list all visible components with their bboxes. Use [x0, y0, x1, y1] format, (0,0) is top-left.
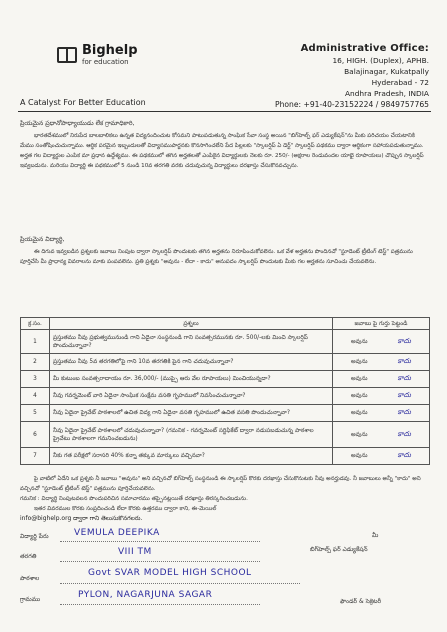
answer-yes[interactable]: అవును [351, 453, 368, 459]
email-line: info@bighelp.org ద్వారా గాని తెలుసుకొనగలరు. [20, 515, 143, 522]
row-number: 7 [21, 448, 50, 465]
table-row [21, 371, 430, 388]
book-logo-icon [56, 44, 78, 66]
table-row [21, 330, 430, 354]
row-question: నీవు ఏదైనా ప్రైవేట్ పాఠశాలలో చదువుచున్నావా? (గమనిక - గవర్నమెంట్ సర్టిఫికేట్ ద్వారా నడుపబడుచున్న పాఠశాల ప్రైవేటు పాఠశాలగా గమనించబడును) [50, 422, 333, 448]
row-question: నీవు ఏదైనా ప్రైవేట్ పాఠశాలలో ఉచిత విద్య గాని ఏదైనా వసతి గృహములో ఉచిత వసతి పొందుచున్నావా? [50, 405, 333, 422]
note-paragraph: గమనిక : విద్యార్థి నింపుటవలన పొందుపరిచిన సమాచారము తప్పైనట్లయితే దరఖాస్తు తిరస్కరించబడును. [20, 496, 248, 502]
table-row [21, 405, 430, 422]
row-question: మీ కుటుంబ సంవత్సరాదాయం రూ. 36,000/- (ముప్పై ఆరు వేల రూపాయలు) మించియున్నదా? [50, 371, 333, 388]
answer-no-marked[interactable]: కాదు [397, 429, 411, 438]
row-question: నీకు గత పరీక్షలో సరాసరి 40% కన్నా తక్కువ మార్కులు వచ్చినవా? [50, 448, 333, 465]
table-header [21, 318, 430, 330]
tagline: A Catalyst For Better Education [20, 98, 146, 107]
table-row [21, 448, 430, 465]
salutation-student: ప్రియమైన విద్యార్థి, [20, 236, 65, 243]
answer-no-marked[interactable]: కాదు [397, 408, 411, 416]
col-header-answer: జవాబు పై గుర్తు పెట్టండి [333, 318, 430, 330]
signoff-yours: మీ [372, 532, 379, 539]
row-question: నీవు గవర్నమెంట్ వారి ఏదైనా సాంఘిక సంక్షేమ వసతి గృహములో నివసించుచున్నావా? [50, 388, 333, 405]
answer-no-marked[interactable]: కాదు [397, 357, 411, 365]
header-divider [18, 111, 431, 112]
phone-number: Phone: +91-40-23152224 / 9849757765 [274, 100, 429, 109]
school-name[interactable]: Govt SVAR MODEL HIGH SCHOOL [88, 568, 252, 578]
answer-no-marked[interactable]: కాదు [397, 374, 411, 382]
logo [56, 44, 138, 66]
school-underline [60, 583, 300, 584]
answer-yes[interactable]: అవును [351, 376, 368, 382]
answer-yes[interactable]: అవును [351, 431, 368, 438]
row-question: ప్రస్తుతము నీవు ప్రభుత్వమునుండి గాని ఏదైనా సంస్థనుండి గాని సంవత్సరమునకు రూ. 500/-లకు మించి స్కాలర్షిప్ పొందుచున్నావా? [50, 330, 333, 354]
address-line: 16, HIGH. (Duplex), APHB. [332, 56, 429, 65]
row-number: 2 [21, 354, 50, 371]
col-header-question: ప్రశ్నలు [50, 318, 333, 330]
address-line: Andhra Pradesh, INDIA [344, 89, 429, 98]
signoff-founder: ఫౌండర్ & సెక్రెటరీ [340, 598, 382, 605]
row-number: 1 [21, 330, 50, 354]
brand-subtitle: for education [82, 58, 129, 66]
row-number: 3 [21, 371, 50, 388]
row-number: 6 [21, 422, 50, 448]
salutation-headmaster: ప్రియమైన ప్రధానోపాధ్యాయుడు లేక గ్రామాధికారి, [20, 120, 135, 127]
office-address [275, 42, 429, 110]
signoff-org: బిగ్‌హెల్ప్ ఫర్ ఎడ్యుకేషన్ [310, 546, 368, 553]
answer-no-marked[interactable]: కాదు [397, 391, 411, 399]
brand-name: Bighelp [82, 43, 138, 58]
address-line: Hyderabad - 72 [371, 78, 429, 87]
class-label: తరగతి [20, 553, 37, 560]
student-name[interactable]: VEMULA DEEPIKA [74, 528, 160, 538]
answer-no-marked[interactable]: కాదు [397, 451, 411, 459]
row-question: ప్రస్తుతము నీవు 5వ తరగతిలోపై గాని 10వ తరగతికి పైన గాని చదువుచున్నావా? [50, 354, 333, 371]
school-label: పాఠశాల [20, 575, 40, 582]
intro-paragraph: భారతదేశములో నిరుపేద బాలబాలికలు ఉన్నత విద్యనందించుట కోసమని పాటుపడుతున్న సాంఘిక సేవా సంస్థ అయిన "బిగ్‌హెల్ప్ ఫర్ ఎడ్యుకేషన్"ను మీకు పరిచయం చేయటానికి మేము సంతోషించుచున్నాము. ఆర్థిక పరమైన ఇబ్బందులతో విద్యాసముపార్జనకు కొనసాగించలేని పేద పిల్లలకు "స్కాలర్షిప్ ఏ డెర్ట్" స్కాలర్షిప్ పథకము ద్వారా ఆర్థికంగా సహాయపడుతున్నాము. అర్హత గల విద్యార్థుల ఎంపిక మా ప్రధాన ఉద్దేశ్యము. ఈ పథకములో తగిన అర్హతలతో ఎంపికైన విద్యార్థులకు నెలకు రూ. 250/- (అక్షరాల రెండువందల యాభై రూపాయలు) చొప్పున స్కాలర్షిప్ ఇవ్వబడును. మరియు విద్యార్థి ఈ పథకములో 5 నుండి 10వ తరగతి వరకు చదువుచున్న విద్యార్థులు దరఖాస్తు చేసుకొనవచ్చును. [20, 133, 424, 169]
class-underline [60, 561, 260, 562]
col-header-no: క్ర.సం. [21, 318, 50, 330]
answer-yes[interactable]: అవును [351, 410, 368, 416]
result-paragraph: పై వాటిలో ఏదేని ఒక ప్రశ్నకు నీ జవాబు "అవును" అని వచ్చినచో బిగ్‌హెల్ప్ సంస్థనుండి ఈ స్కాలర్షిప్ కొరకు దరఖాస్తు చేసుకొనుటకు నీవు అనర్హుడవు. నీ జవాబులు అన్నీ "కాదు" అని వచ్చినచో "స్టూడెంట్ ట్రీటింగ్ టెస్ట్" పత్రమును పూర్తిచేయవలెను. [20, 476, 421, 492]
answer-yes[interactable]: అవును [351, 359, 368, 365]
village-underline [60, 604, 260, 605]
answer-yes[interactable]: అవును [351, 393, 368, 399]
office-title: Administrative Office: [300, 43, 429, 54]
instructions-paragraph: ఈ దిగువ ఇవ్వబడిన ప్రశ్నలకు జవాబు నింపుట ద్వారా స్కాలర్షిప్ పొందుటకు తగిన అర్హతను నిరూపించుకోవలెను. ఒక వేళ అర్హతను పొందినచో "స్టూడెంట్ ట్రీటింగ్ టెస్ట్" పత్రమును పూర్తిచేసి మీ ప్రాధాన్య వివరాలను మాకు పంపవలెను. ప్రతి ప్రశ్నకు "అవును - లేదా - కాదు" అనుపదం స్కాలర్షిప్ పొందుటకు మీకు గల అర్హతను సూచించు చేయవలెను. [20, 249, 413, 265]
table-row [21, 388, 430, 405]
table-row [21, 422, 430, 448]
contact-paragraph: ఇతర వివరముల కొరకు సంప్రదించండి లేదా కొరకు ఉత్తరము ద్వారా కాని, ఈ-మెయిల్ [34, 506, 217, 512]
name-label: విద్యార్థి పేరు [20, 533, 49, 540]
village-label: గ్రామము [20, 596, 41, 603]
answer-no-marked[interactable]: కాదు [397, 336, 411, 345]
table-row [21, 354, 430, 371]
answer-yes[interactable]: అవును [351, 338, 368, 345]
address-line: Balajinagar, Kukatpally [344, 67, 429, 76]
village-name[interactable]: PYLON, NAGARJUNA SAGAR [78, 590, 213, 600]
name-underline [60, 541, 260, 542]
row-number: 5 [21, 405, 50, 422]
student-class[interactable]: VIII TM [118, 547, 152, 557]
eligibility-table [20, 317, 430, 465]
row-number: 4 [21, 388, 50, 405]
